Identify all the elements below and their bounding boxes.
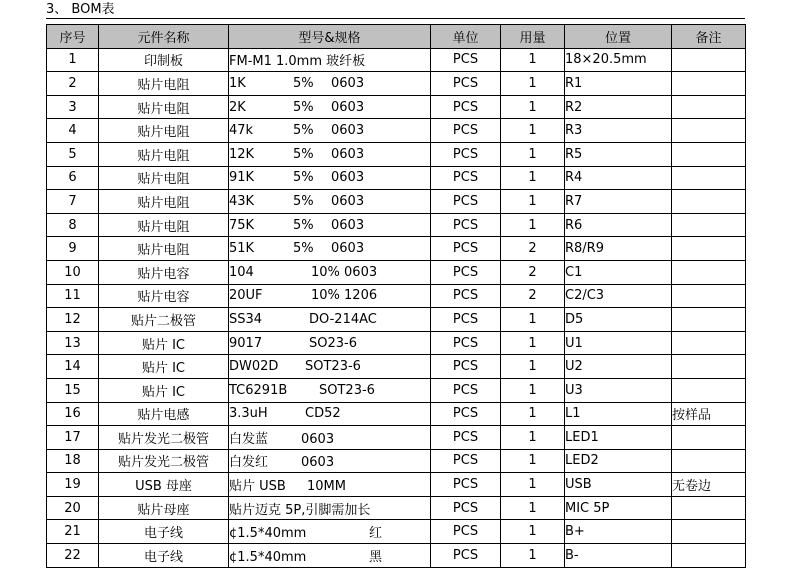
cell-spec [229,402,431,426]
cell-qty: 1 [501,142,565,166]
table-row [47,190,746,214]
cell-name: 贴片电阻 [99,142,229,166]
cell-name: 贴片电阻 [99,95,229,119]
cell-spec [229,496,431,520]
table-row [47,520,746,544]
cell-position: MIC 5P [565,496,672,520]
spec-part: 贴片 USB [229,479,286,495]
cell-unit: PCS [431,190,501,214]
cell-no: 12 [47,308,99,332]
spec-part: FM-M1 1.0mm 玻纤板 [229,54,366,70]
spec-part: 47k [229,123,254,139]
cell-unit: PCS [431,166,501,190]
spec-part: 0603 [301,455,335,471]
cell-qty: 1 [501,402,565,426]
bom-table [46,24,746,568]
table-row [47,72,746,96]
cell-unit: PCS [431,119,501,143]
cell-spec [229,355,431,379]
table-row [47,260,746,284]
table-row [47,166,746,190]
cell-no: 9 [47,237,99,261]
spec-part: ¢1.5*40mm [229,526,307,542]
spec-part: 10% 1206 [311,288,378,304]
cell-position: R2 [565,95,672,119]
spec-part: 0603 [331,99,365,115]
cell-no: 2 [47,72,99,96]
cell-note [672,496,746,520]
cell-note [672,331,746,355]
cell-name: 贴片电容 [99,284,229,308]
table-row [47,473,746,497]
cell-spec [229,142,431,166]
cell-spec [229,284,431,308]
cell-no: 11 [47,284,99,308]
spec-part: 2K [229,99,246,115]
cell-unit: PCS [431,378,501,402]
cell-qty: 1 [501,520,565,544]
spec-part: 9017 [229,335,263,351]
cell-name: 贴片电阻 [99,237,229,261]
cell-note [672,237,746,261]
cell-note [672,142,746,166]
cell-position: C1 [565,260,672,284]
cell-note: 无卷边 [672,473,746,497]
col-header-position: 位置 [565,25,672,49]
cell-position: B+ [565,520,672,544]
table-row [47,213,746,237]
cell-note [672,95,746,119]
cell-qty: 1 [501,496,565,520]
spec-part: SOT23-6 [305,359,361,375]
spec-part: 5% [293,146,314,162]
col-header-no: 序号 [47,25,99,49]
cell-name: USB 母座 [99,473,229,497]
cell-name: 贴片电阻 [99,119,229,143]
cell-qty: 2 [501,260,565,284]
col-header-note: 备注 [672,25,746,49]
cell-name: 贴片电阻 [99,213,229,237]
table-row [47,426,746,450]
cell-position: 18×20.5mm [565,48,672,72]
spec-part: 75K [229,217,255,233]
cell-no: 22 [47,544,99,568]
cell-note: 按样品 [672,402,746,426]
cell-unit: PCS [431,496,501,520]
cell-no: 4 [47,119,99,143]
table-row [47,95,746,119]
table-row [47,449,746,473]
cell-unit: PCS [431,544,501,568]
spec-part: 0603 [301,431,335,447]
cell-unit: PCS [431,260,501,284]
table-row [47,48,746,72]
cell-name: 电子线 [99,544,229,568]
cell-spec [229,72,431,96]
cell-note [672,166,746,190]
cell-unit: PCS [431,213,501,237]
cell-unit: PCS [431,237,501,261]
cell-unit: PCS [431,520,501,544]
cell-qty: 2 [501,284,565,308]
table-row [47,496,746,520]
cell-position: R8/R9 [565,237,672,261]
cell-position: C2/C3 [565,284,672,308]
cell-qty: 1 [501,426,565,450]
cell-name: 贴片电阻 [99,166,229,190]
cell-note [672,544,746,568]
spec-part: 1K [229,75,246,91]
cell-unit: PCS [431,142,501,166]
cell-position: D5 [565,308,672,332]
cell-note [672,119,746,143]
cell-qty: 1 [501,190,565,214]
cell-spec [229,308,431,332]
cell-qty: 1 [501,95,565,119]
cell-spec [229,449,431,473]
cell-note [672,190,746,214]
table-row [47,284,746,308]
cell-spec [229,378,431,402]
cell-no: 16 [47,402,99,426]
cell-position: USB [565,473,672,497]
cell-no: 15 [47,378,99,402]
cell-name: 贴片 IC [99,378,229,402]
cell-name: 贴片发光二极管 [99,426,229,450]
cell-spec [229,213,431,237]
cell-position: LED2 [565,449,672,473]
cell-name: 印制板 [99,48,229,72]
cell-unit: PCS [431,449,501,473]
cell-no: 21 [47,520,99,544]
table-row [47,119,746,143]
cell-qty: 1 [501,449,565,473]
cell-name: 贴片电阻 [99,190,229,214]
cell-no: 18 [47,449,99,473]
spec-part: 51K [229,241,255,257]
table-row [47,402,746,426]
spec-part: 91K [229,170,255,186]
spec-part: DO-214AC [309,311,377,327]
cell-name: 贴片电容 [99,260,229,284]
cell-note [672,378,746,402]
cell-qty: 1 [501,473,565,497]
cell-position: U1 [565,331,672,355]
cell-no: 10 [47,260,99,284]
cell-qty: 1 [501,331,565,355]
cell-note [672,308,746,332]
col-header-name: 元件名称 [99,25,229,49]
table-row [47,378,746,402]
spec-part: 5% [293,99,314,115]
spec-part: 5% [293,193,314,209]
table-row [47,308,746,332]
bom-body [47,48,746,567]
cell-no: 1 [47,48,99,72]
cell-position: R7 [565,190,672,214]
cell-name: 贴片发光二极管 [99,449,229,473]
cell-position: L1 [565,402,672,426]
cell-spec [229,166,431,190]
col-header-unit: 单位 [431,25,501,49]
cell-unit: PCS [431,473,501,497]
cell-spec [229,95,431,119]
cell-no: 5 [47,142,99,166]
spec-part: 43K [229,193,255,209]
cell-note [672,48,746,72]
spec-part: 5% [293,241,314,257]
cell-spec [229,190,431,214]
cell-qty: 1 [501,308,565,332]
cell-no: 19 [47,473,99,497]
spec-part: DW02D [229,359,279,375]
cell-position: U2 [565,355,672,379]
cell-qty: 1 [501,544,565,568]
col-header-qty: 用量 [501,25,565,49]
spec-part: 白发蓝 [229,431,269,447]
cell-note [672,284,746,308]
cell-name: 贴片 IC [99,355,229,379]
cell-qty: 1 [501,166,565,190]
spec-part: 0603 [331,170,365,186]
cell-spec [229,520,431,544]
cell-no: 14 [47,355,99,379]
cell-qty: 1 [501,213,565,237]
spec-part: TC6291B [229,382,288,398]
cell-qty: 1 [501,119,565,143]
spec-part: 12K [229,146,255,162]
cell-qty: 1 [501,48,565,72]
cell-no: 17 [47,426,99,450]
cell-unit: PCS [431,308,501,332]
cell-unit: PCS [431,331,501,355]
col-header-spec: 型号&规格 [229,25,431,49]
section-heading: 3、 BOM表 [46,2,115,17]
spec-part: 0603 [331,123,365,139]
spec-part: 10MM [307,479,346,495]
cell-unit: PCS [431,402,501,426]
spec-part: 0603 [331,217,365,233]
cell-unit: PCS [431,95,501,119]
spec-part: 5% [293,123,314,139]
cell-no: 3 [47,95,99,119]
cell-note [672,72,746,96]
cell-no: 7 [47,190,99,214]
table-row [47,355,746,379]
cell-position: R5 [565,142,672,166]
cell-note [672,426,746,450]
cell-spec [229,48,431,72]
cell-spec [229,260,431,284]
cell-name: 贴片 IC [99,331,229,355]
spec-part: 5% [293,170,314,186]
spec-part: 104 [229,264,254,280]
cell-unit: PCS [431,426,501,450]
cell-name: 贴片二极管 [99,308,229,332]
cell-unit: PCS [431,72,501,96]
cell-unit: PCS [431,284,501,308]
cell-spec [229,119,431,143]
spec-part: 0603 [331,75,365,91]
cell-spec [229,331,431,355]
spec-part: 10% 0603 [311,264,378,280]
cell-spec [229,237,431,261]
cell-unit: PCS [431,48,501,72]
cell-name: 贴片电感 [99,402,229,426]
cell-unit: PCS [431,355,501,379]
cell-note [672,213,746,237]
cell-name: 贴片母座 [99,496,229,520]
spec-part: 5% [293,75,314,91]
spec-part: 贴片迈克 5P,引脚需加长 [229,502,371,518]
cell-name: 电子线 [99,520,229,544]
cell-note [672,355,746,379]
table-header-row [47,25,746,49]
spec-part: 20UF [229,288,263,304]
spec-part: 3.3uH [229,406,268,422]
spec-part: 黑 [369,549,383,565]
cell-no: 8 [47,213,99,237]
cell-position: LED1 [565,426,672,450]
cell-note [672,520,746,544]
header-rule [46,18,745,19]
spec-part: CD52 [305,406,341,422]
cell-note [672,449,746,473]
cell-position: B- [565,544,672,568]
cell-no: 13 [47,331,99,355]
cell-qty: 1 [501,378,565,402]
table-row [47,544,746,568]
spec-part: 0603 [331,241,365,257]
table-row [47,331,746,355]
cell-name: 贴片电阻 [99,72,229,96]
spec-part: SO23-6 [309,335,357,351]
cell-spec [229,473,431,497]
cell-qty: 1 [501,355,565,379]
spec-part: 红 [369,526,383,542]
spec-part: ¢1.5*40mm [229,549,307,565]
cell-position: R3 [565,119,672,143]
cell-qty: 2 [501,237,565,261]
spec-part: 白发红 [229,455,269,471]
spec-part: SS34 [229,311,263,327]
cell-position: R6 [565,213,672,237]
cell-note [672,260,746,284]
spec-part: SOT23-6 [319,382,375,398]
spec-part: 5% [293,217,314,233]
cell-position: U3 [565,378,672,402]
cell-spec [229,544,431,568]
spec-part: 0603 [331,146,365,162]
table-row [47,237,746,261]
cell-spec [229,426,431,450]
cell-position: R1 [565,72,672,96]
cell-no: 6 [47,166,99,190]
cell-no: 20 [47,496,99,520]
table-row [47,142,746,166]
cell-position: R4 [565,166,672,190]
spec-part: 0603 [331,193,365,209]
cell-qty: 1 [501,72,565,96]
